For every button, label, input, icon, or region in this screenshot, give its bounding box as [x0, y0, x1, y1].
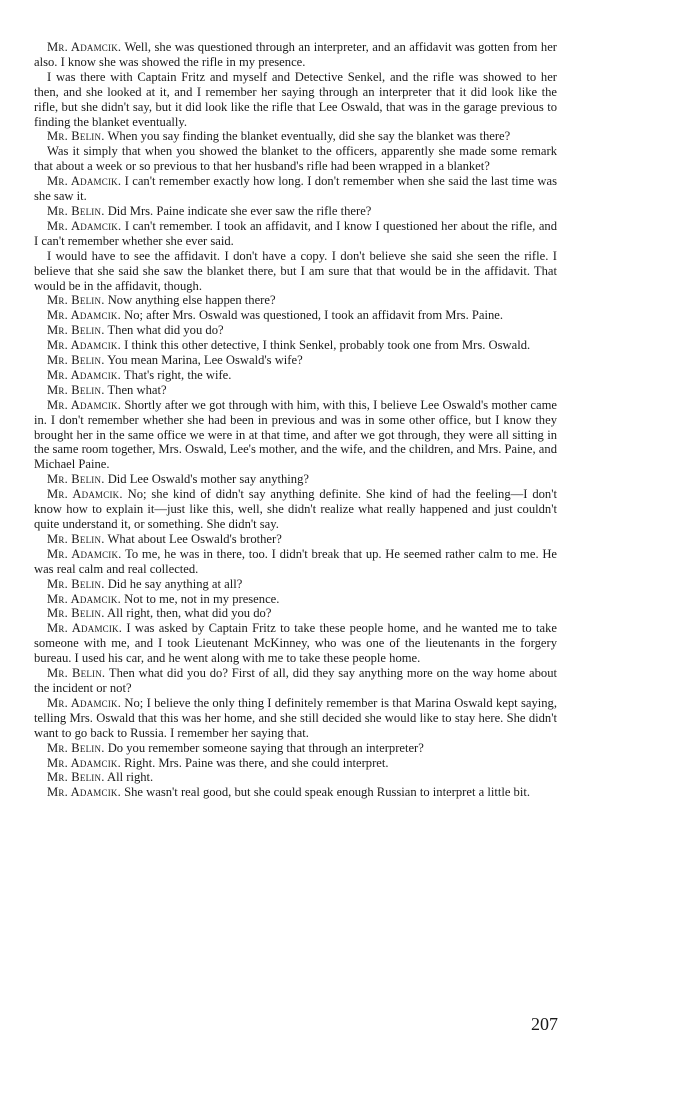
- paragraph-text: Did Mrs. Paine indicate she ever saw the rifle there?: [107, 203, 372, 218]
- testimony-paragraph: [34, 323, 557, 338]
- speaker-name: Mr. Adamcik.: [47, 621, 123, 636]
- testimony-paragraph: [34, 756, 557, 771]
- speaker-name: Mr. Belin.: [47, 576, 105, 591]
- paragraph-text: Did he say anything at all?: [107, 576, 243, 591]
- speaker-name: Mr. Adamcik.: [47, 695, 122, 710]
- testimony-paragraph: [34, 219, 557, 249]
- speaker-name: Mr. Belin.: [47, 382, 105, 397]
- speaker-name: Mr. Adamcik.: [47, 367, 121, 382]
- testimony-paragraph: [34, 338, 557, 353]
- paragraph-text: Do you remember someone saying that through an interpreter?: [107, 740, 424, 755]
- testimony-paragraph: [34, 129, 557, 144]
- testimony-text: [34, 40, 557, 800]
- testimony-paragraph: [34, 741, 557, 756]
- paragraph-text: She wasn't real good, but she could speak enough Russian to interpret a little bit.: [124, 785, 530, 800]
- paragraph-text: All right, then, what did you do?: [107, 606, 272, 621]
- testimony-paragraph: [34, 606, 557, 621]
- paragraph-text: That's right, the wife.: [123, 367, 232, 382]
- paragraph-text: All right.: [107, 770, 154, 785]
- testimony-paragraph: [34, 770, 557, 785]
- paragraph-text: No; she kind of didn't say anything definite. She kind of had the feeling—I don't know how to explain it—just like this, well, she didn't realize what really happened and just couldn't quite understand it, or something. She didn't say.: [34, 487, 557, 531]
- testimony-paragraph: [34, 204, 557, 219]
- paragraph-text: What about Lee Oswald's brother?: [107, 531, 282, 546]
- testimony-paragraph: [34, 472, 557, 487]
- speaker-name: Mr. Belin.: [47, 770, 105, 785]
- paragraph-text: Shortly after we got through with him, with this, I believe Lee Oswald's mother came in. I don't remember whether she had been in previous and was in some other office, but I know they brought her in the same office we were in at that time, and after we got through, they were all sitting in the same room together, Mrs. Oswald, Lee's mother, and the wife, and the children, and Mrs. Paine, and Michael Paine.: [34, 397, 557, 472]
- speaker-name: Mr. Belin.: [47, 740, 105, 755]
- testimony-paragraph: [34, 666, 557, 696]
- speaker-name: Mr. Adamcik.: [47, 174, 122, 189]
- testimony-paragraph: [34, 308, 557, 323]
- testimony-paragraph: [34, 696, 557, 741]
- paragraph-text: I was there with Captain Fritz and myself and Detective Senkel, and the rifle was showed to her then, and she looked at it, and I remember her saying through an interpreter that it did look like the rifle, but she didn't say, but it did look like the rifle that Lee Oswald, that was in the garage previous to finding the blanket eventually.: [34, 69, 557, 129]
- paragraph-text: Not to me, not in my presence.: [124, 591, 280, 606]
- paragraph-text: I would have to see the affidavit. I don't have a copy. I don't believe she said she seen the rifle. I believe that she said she saw the blanket there, but I am sure that that would be in the affidavit. That would be in the affidavit, though.: [34, 248, 557, 293]
- paragraph-text: I can't remember exactly how long. I don't remember when she said the last time was she saw it.: [34, 174, 558, 204]
- speaker-name: Mr. Adamcik.: [47, 397, 122, 412]
- paragraph-text: No; I believe the only thing I definitely remember is that Marina Oswald kept saying, telling Mrs. Oswald that this was her home, and she still decided she would like to stay here. She didn't want to go back to Russia. I remember her saying that.: [34, 695, 557, 740]
- paragraph-text: You mean Marina, Lee Oswald's wife?: [107, 353, 303, 368]
- speaker-name: Mr. Adamcik.: [47, 218, 122, 233]
- testimony-paragraph: [34, 398, 557, 473]
- testimony-paragraph: [34, 547, 557, 577]
- testimony-paragraph: [34, 577, 557, 592]
- paragraph-text: Was it simply that when you showed the blanket to the officers, apparently she made some remark that about a week or so previous to that her husband's rifle had been wrapped in a blanket?: [34, 144, 557, 174]
- testimony-paragraph: [34, 487, 557, 532]
- paragraph-text: Then what did you do?: [107, 323, 224, 338]
- testimony-paragraph: [34, 70, 557, 130]
- testimony-paragraph: [34, 592, 557, 607]
- paragraph-text: Then what?: [107, 382, 167, 397]
- page-number: 207: [531, 1014, 558, 1034]
- speaker-name: Mr. Belin.: [47, 606, 105, 621]
- speaker-name: Mr. Belin.: [47, 531, 105, 546]
- speaker-name: Mr. Adamcik.: [47, 546, 122, 561]
- paragraph-text: Did Lee Oswald's mother say anything?: [107, 472, 309, 487]
- paragraph-text: No; after Mrs. Oswald was questioned, I took an affidavit from Mrs. Paine.: [124, 308, 504, 323]
- speaker-name: Mr. Adamcik.: [47, 755, 121, 770]
- speaker-name: Mr. Belin.: [47, 323, 105, 338]
- testimony-paragraph: [34, 293, 557, 308]
- paragraph-text: Well, she was questioned through an interpreter, and an affidavit was gotten from her also. I know she was showed the rifle in my presence.: [34, 40, 557, 69]
- testimony-paragraph: [34, 40, 557, 70]
- paragraph-text: Now anything else happen there?: [107, 293, 276, 308]
- paragraph-text: Right. Mrs. Paine was there, and she could interpret.: [124, 755, 389, 770]
- speaker-name: Mr. Belin.: [47, 666, 106, 681]
- testimony-paragraph: [34, 532, 557, 547]
- testimony-paragraph: [34, 174, 557, 204]
- speaker-name: Mr. Adamcik.: [47, 308, 121, 323]
- speaker-name: Mr. Adamcik.: [47, 338, 121, 353]
- speaker-name: Mr. Belin.: [47, 293, 105, 308]
- speaker-name: Mr. Belin.: [47, 353, 105, 368]
- speaker-name: Mr. Belin.: [47, 203, 105, 218]
- speaker-name: Mr. Adamcik.: [47, 487, 123, 502]
- speaker-name: Mr. Belin.: [47, 472, 105, 487]
- paragraph-text: I was asked by Captain Fritz to take these people home, and he wanted me to take someone with me, and I took Lieutenant McKinney, who was one of the lieutenants in the forgery bureau. I used his car, and he went along with me to take these people home.: [34, 621, 557, 666]
- testimony-paragraph: [34, 621, 557, 666]
- paragraph-text: When you say finding the blanket eventually, did she say the blanket was there?: [107, 129, 511, 144]
- testimony-paragraph: [34, 383, 557, 398]
- testimony-paragraph: [34, 144, 557, 174]
- paragraph-text: I can't remember. I took an affidavit, and I know I questioned her about the rifle, and I can't remember whether she ever said.: [34, 218, 558, 248]
- paragraph-text: To me, he was in there, too. I didn't break that up. He seemed rather calm to me. He was real calm and real collected.: [34, 546, 558, 576]
- paragraph-text: Then what did you do? First of all, did they say anything more on the way home about the incident or not?: [34, 666, 557, 695]
- speaker-name: Mr. Belin.: [47, 129, 105, 144]
- speaker-name: Mr. Adamcik.: [47, 591, 121, 606]
- speaker-name: Mr. Adamcik.: [47, 40, 122, 54]
- paragraph-text: I think this other detective, I think Senkel, probably took one from Mrs. Oswald.: [124, 338, 531, 353]
- testimony-paragraph: [34, 368, 557, 383]
- speaker-name: Mr. Adamcik.: [47, 785, 121, 800]
- testimony-paragraph: [34, 249, 557, 294]
- testimony-paragraph: [34, 353, 557, 368]
- testimony-paragraph: [34, 785, 557, 800]
